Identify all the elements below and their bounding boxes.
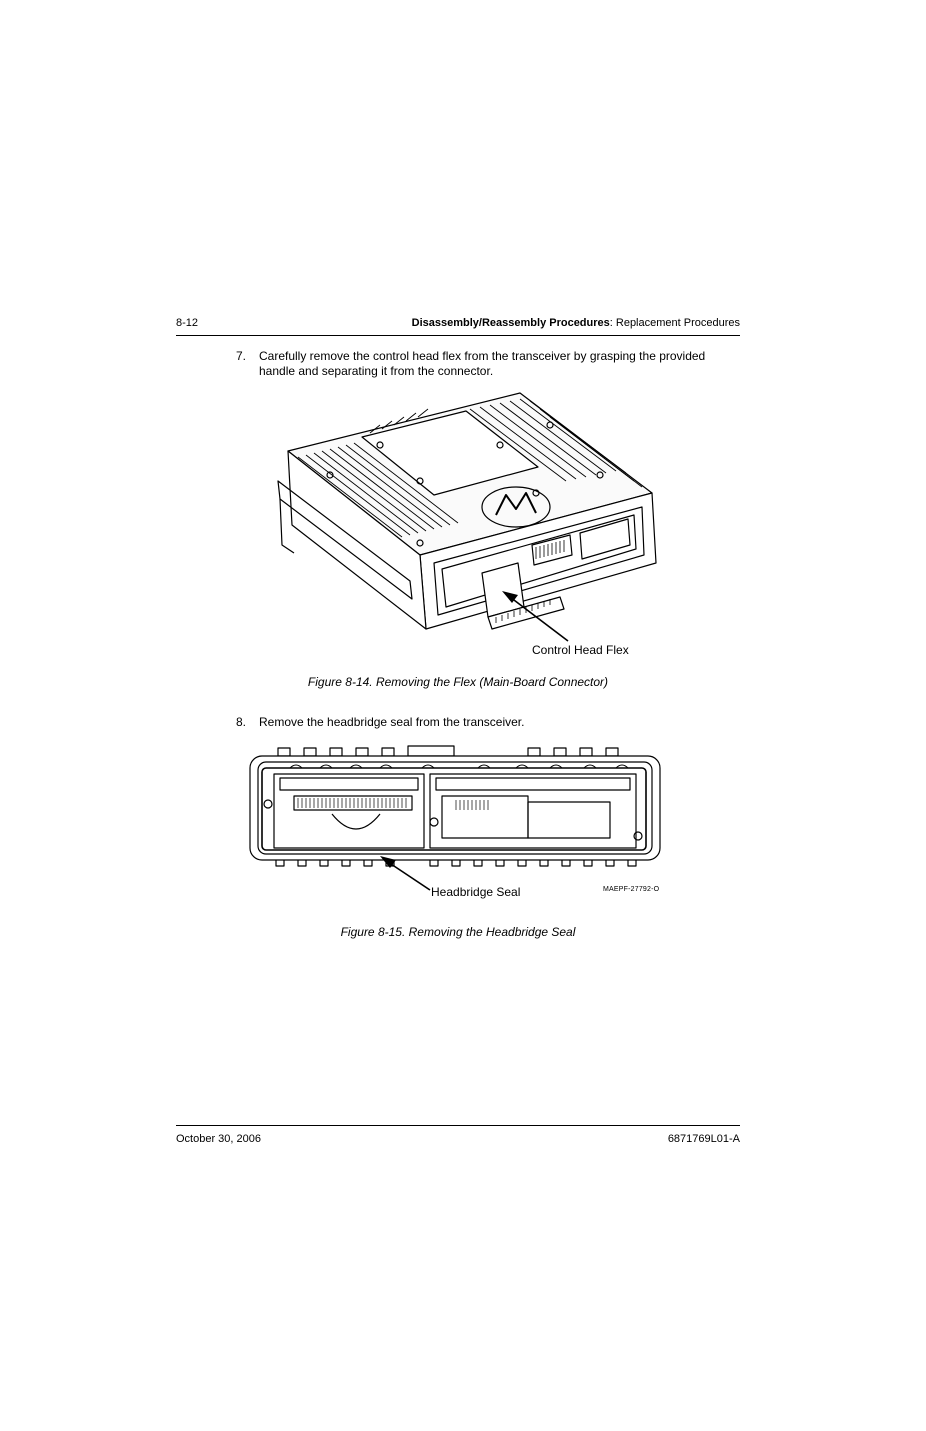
header-rule: [176, 335, 740, 336]
figure-8-14-caption: Figure 8-14. Removing the Flex (Main-Board Connector): [307, 675, 609, 689]
page-number: 8-12: [176, 317, 199, 329]
headbridge-seal-label: Headbridge Seal: [431, 885, 521, 899]
figure-code: MAEPF-27792-O: [603, 886, 660, 893]
control-head-flex-label: Control Head Flex: [532, 643, 629, 657]
transceiver-flex-illustration: [270, 385, 670, 645]
step-7-number: 7.: [236, 349, 247, 363]
section-title-bold: Disassembly/Reassembly Procedures: [411, 317, 610, 329]
footer-date: October 30, 2006: [176, 1133, 262, 1145]
section-title-rest: : Replacement Procedures: [609, 317, 740, 329]
footer-rule: [176, 1125, 740, 1126]
figure-8-15-caption: Figure 8-15. Removing the Headbridge Seal: [340, 925, 576, 939]
step-8-number: 8.: [236, 715, 247, 729]
step-7-text: Carefully remove the control head flex from the transceiver by grasping the provided handle and separating it from the connector.: [259, 349, 706, 378]
footer-doc-number: 6871769L01-A: [667, 1133, 740, 1145]
step-8-text: Remove the headbridge seal from the transceiver.: [259, 715, 525, 729]
section-title: [412, 317, 740, 329]
headbridge-seal-illustration: [246, 744, 666, 894]
